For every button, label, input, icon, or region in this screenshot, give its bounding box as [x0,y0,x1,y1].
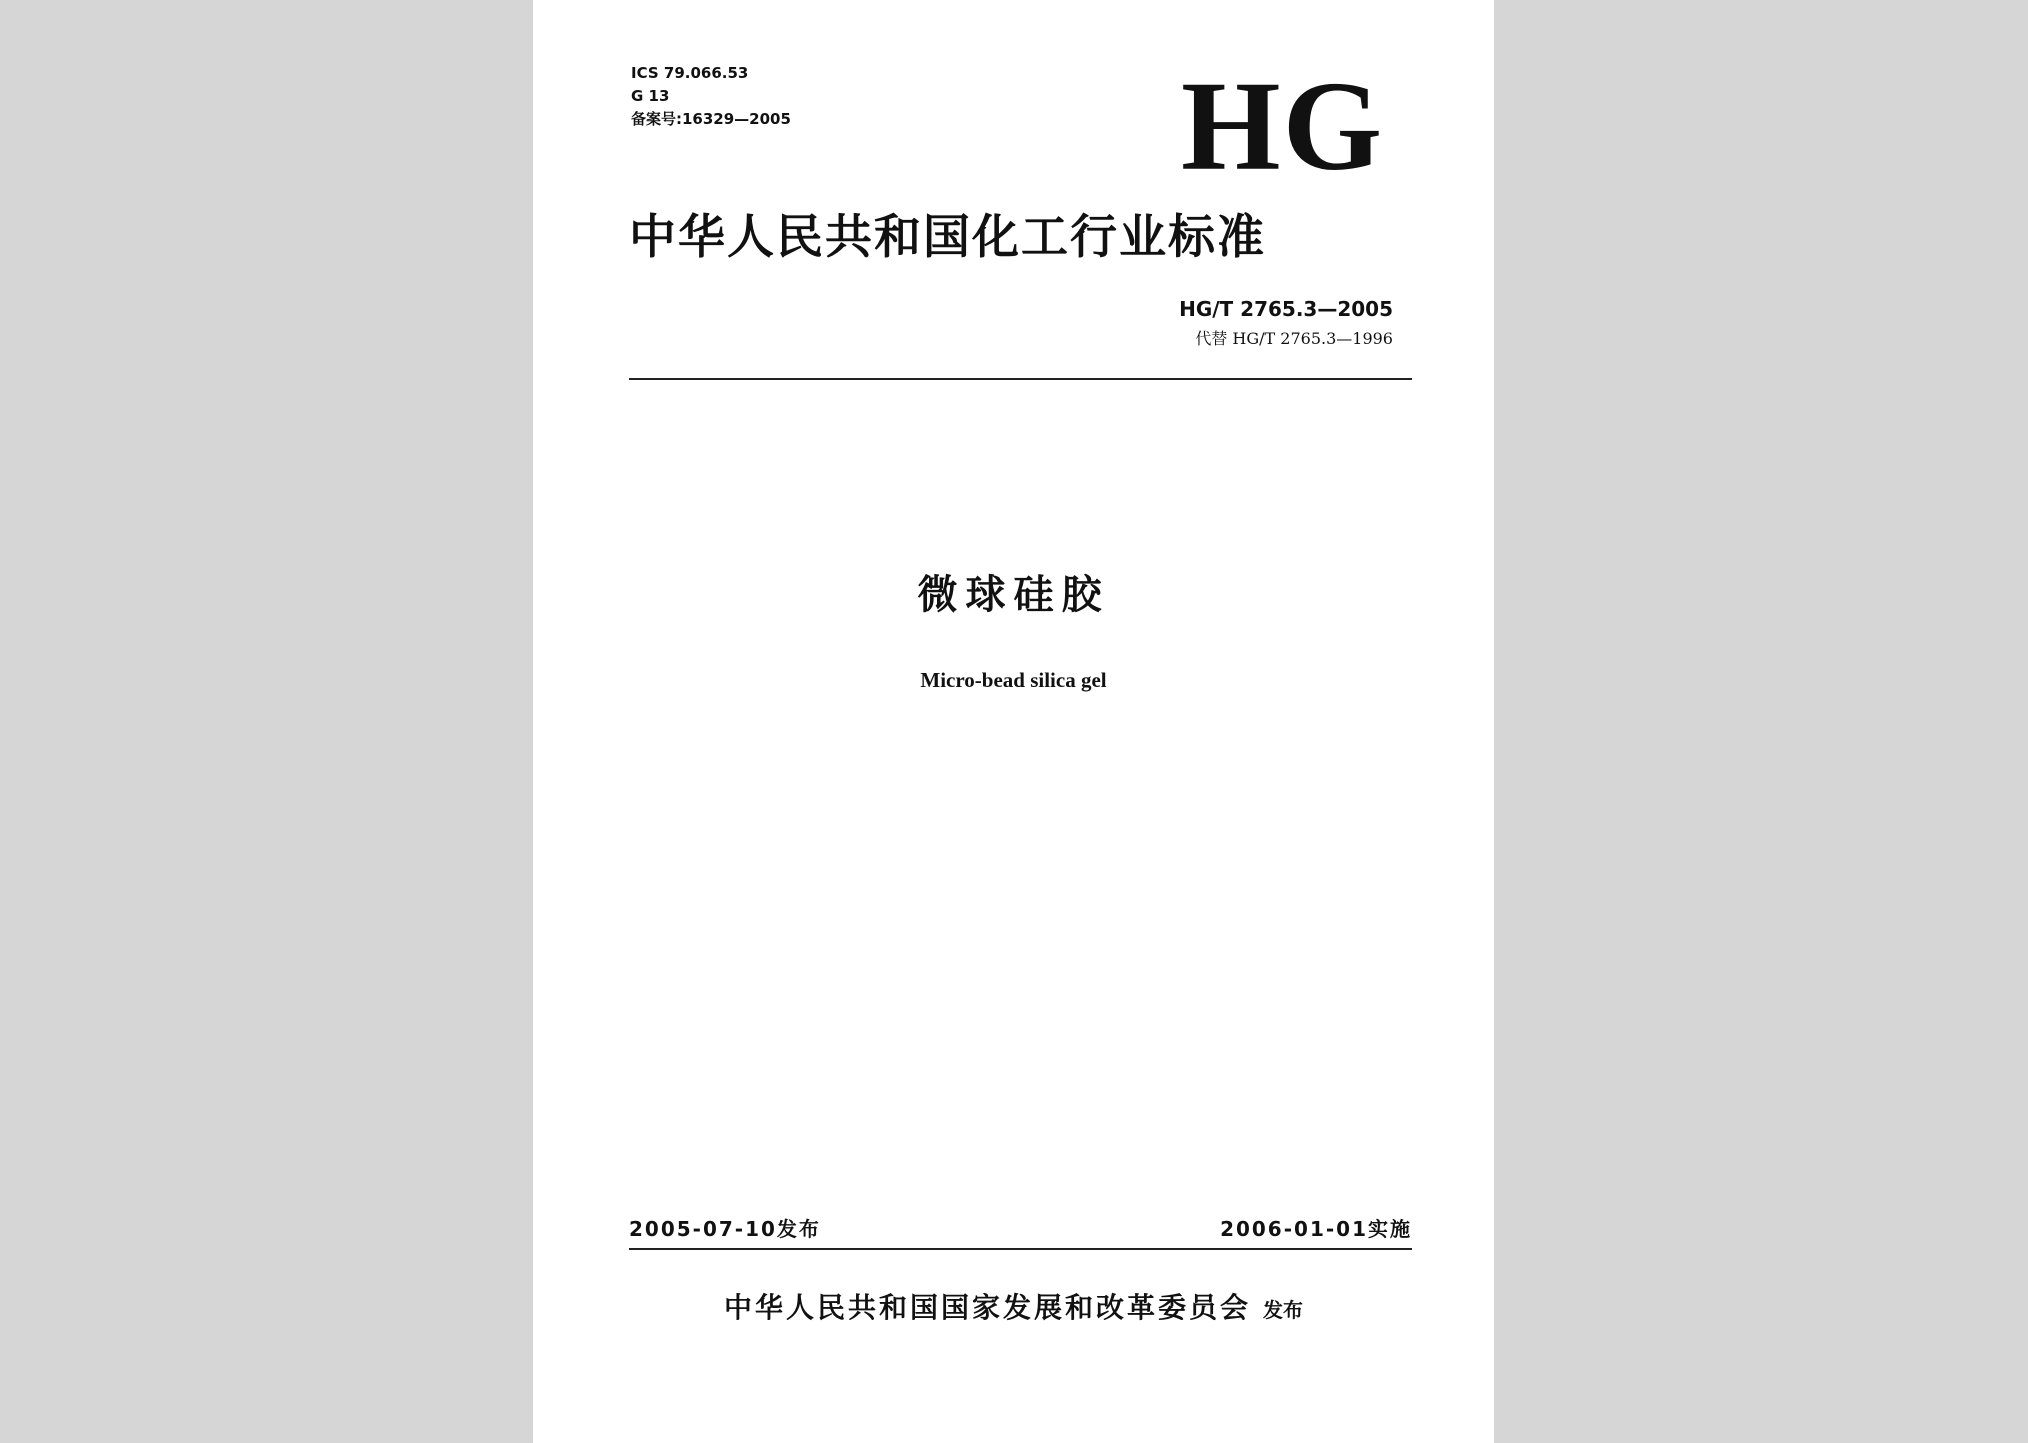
replaces-standard: 代替 HG/T 2765.3—1996 [1195,329,1393,348]
document-page [533,0,1494,1443]
document-title-en: Micro-bead silica gel [920,668,1107,692]
standard-number: HG/T 2765.3—2005 [1179,297,1393,321]
ics-code: ICS 79.066.53 [631,64,749,82]
publisher-name: 中华人民共和国国家发展和改革委员会 [723,1291,1251,1324]
hg-logo: HG [1181,55,1385,197]
top-divider [629,378,1412,380]
bottom-divider [629,1248,1412,1250]
effective-date: 2006-01-01实施 [1220,1217,1412,1241]
publisher-action: 发布 [1263,1298,1303,1322]
ccs-code: G 13 [631,87,670,105]
publisher-line [533,1290,1494,1328]
standard-category-title: 中华人民共和国化工行业标准 [629,210,1266,265]
issue-date: 2005-07-10发布 [629,1217,821,1241]
classification-block [631,62,791,131]
record-number: 备案号:16329—2005 [631,110,791,128]
document-title-cn: 微球硅胶 [917,572,1110,618]
